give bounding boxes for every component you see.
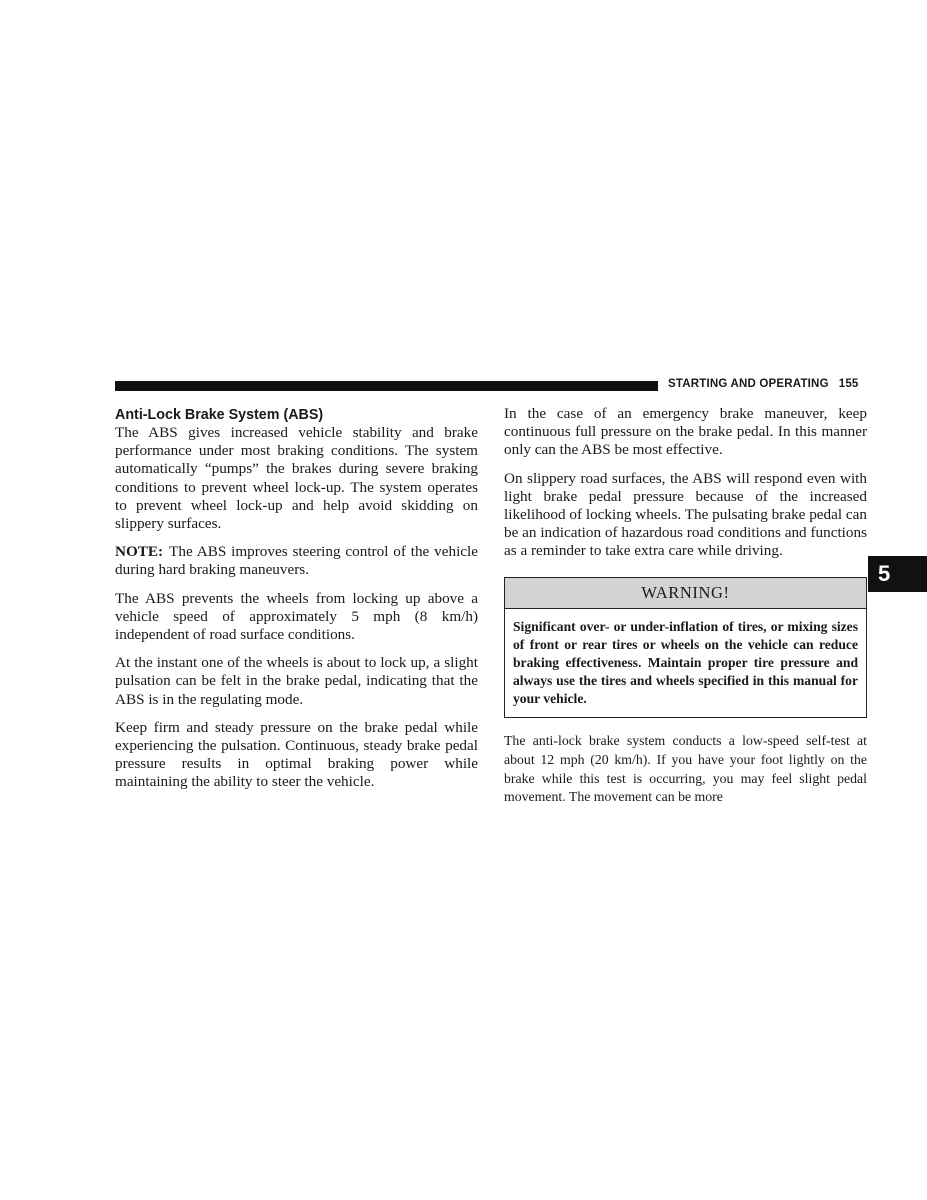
header-rule	[115, 381, 658, 391]
warning-title: WARNING!	[505, 578, 866, 609]
right-column	[504, 405, 867, 817]
slippery-roads-paragraph: On slippery road surfaces, the ABS will respond even with light brake pedal pressure because of the increased likelihood of locking wheels. The pulsating brake pedal can be an indication of hazardous road conditions and functions as a reminder to take extra care while driving.	[504, 469, 867, 560]
page-number: 155	[838, 378, 859, 390]
warning-box	[504, 577, 867, 718]
warning-text: Significant over- or under-inflation of tires, or mixing sizes of front or rear tires or wheels on the vehicle can reduce braking effectiveness. Maintain proper tire pressure and always use the tires and wheels specified in this manual for your vehicle.	[513, 618, 858, 706]
section-title: Anti-Lock Brake System (ABS)	[115, 407, 324, 423]
running-header	[668, 378, 868, 390]
emergency-paragraph: In the case of an emergency brake maneuver, keep continuous full pressure on the brake pedal. In this manner only can the ABS be most effective.	[504, 405, 867, 459]
note-paragraph	[115, 543, 478, 579]
self-test-paragraph: The anti-lock brake system conducts a low-speed self-test at about 12 mph (20 km/h). If you have your foot lightly on the brake while this test is occurring, you may feel slight pedal movement. The movement can be more	[504, 733, 867, 805]
abs-intro-paragraph: The ABS gives increased vehicle stability and brake performance under most braking conditions. The system automatically “pumps” the brakes during severe braking conditions to prevent wheel lock-up. The system operates to prevent wheel lock-up and help avoid skidding on slippery surfaces.	[115, 424, 478, 533]
steady-pressure-paragraph: Keep firm and steady pressure on the brake pedal while experiencing the pulsation. Continuous, steady brake pedal pressure results in optimal braking power while maintaining the ability to steer the vehicle.	[115, 718, 478, 791]
abs-speed-paragraph: The ABS prevents the wheels from locking up above a vehicle speed of approximately 5 mph (8 km/h) independent of road surface conditions.	[115, 589, 478, 644]
pulsation-paragraph: At the instant one of the wheels is about to lock up, a slight pulsation can be felt in the brake pedal, indicating that the ABS is in the regulating mode.	[115, 654, 478, 708]
left-column	[115, 405, 478, 802]
note-text: The ABS improves steering control of the vehicle during hard braking maneuvers.	[115, 543, 478, 579]
note-label: NOTE:	[115, 543, 164, 561]
section-name: STARTING AND OPERATING	[668, 378, 829, 390]
chapter-tab	[868, 556, 927, 592]
chapter-number: 5	[878, 561, 891, 586]
